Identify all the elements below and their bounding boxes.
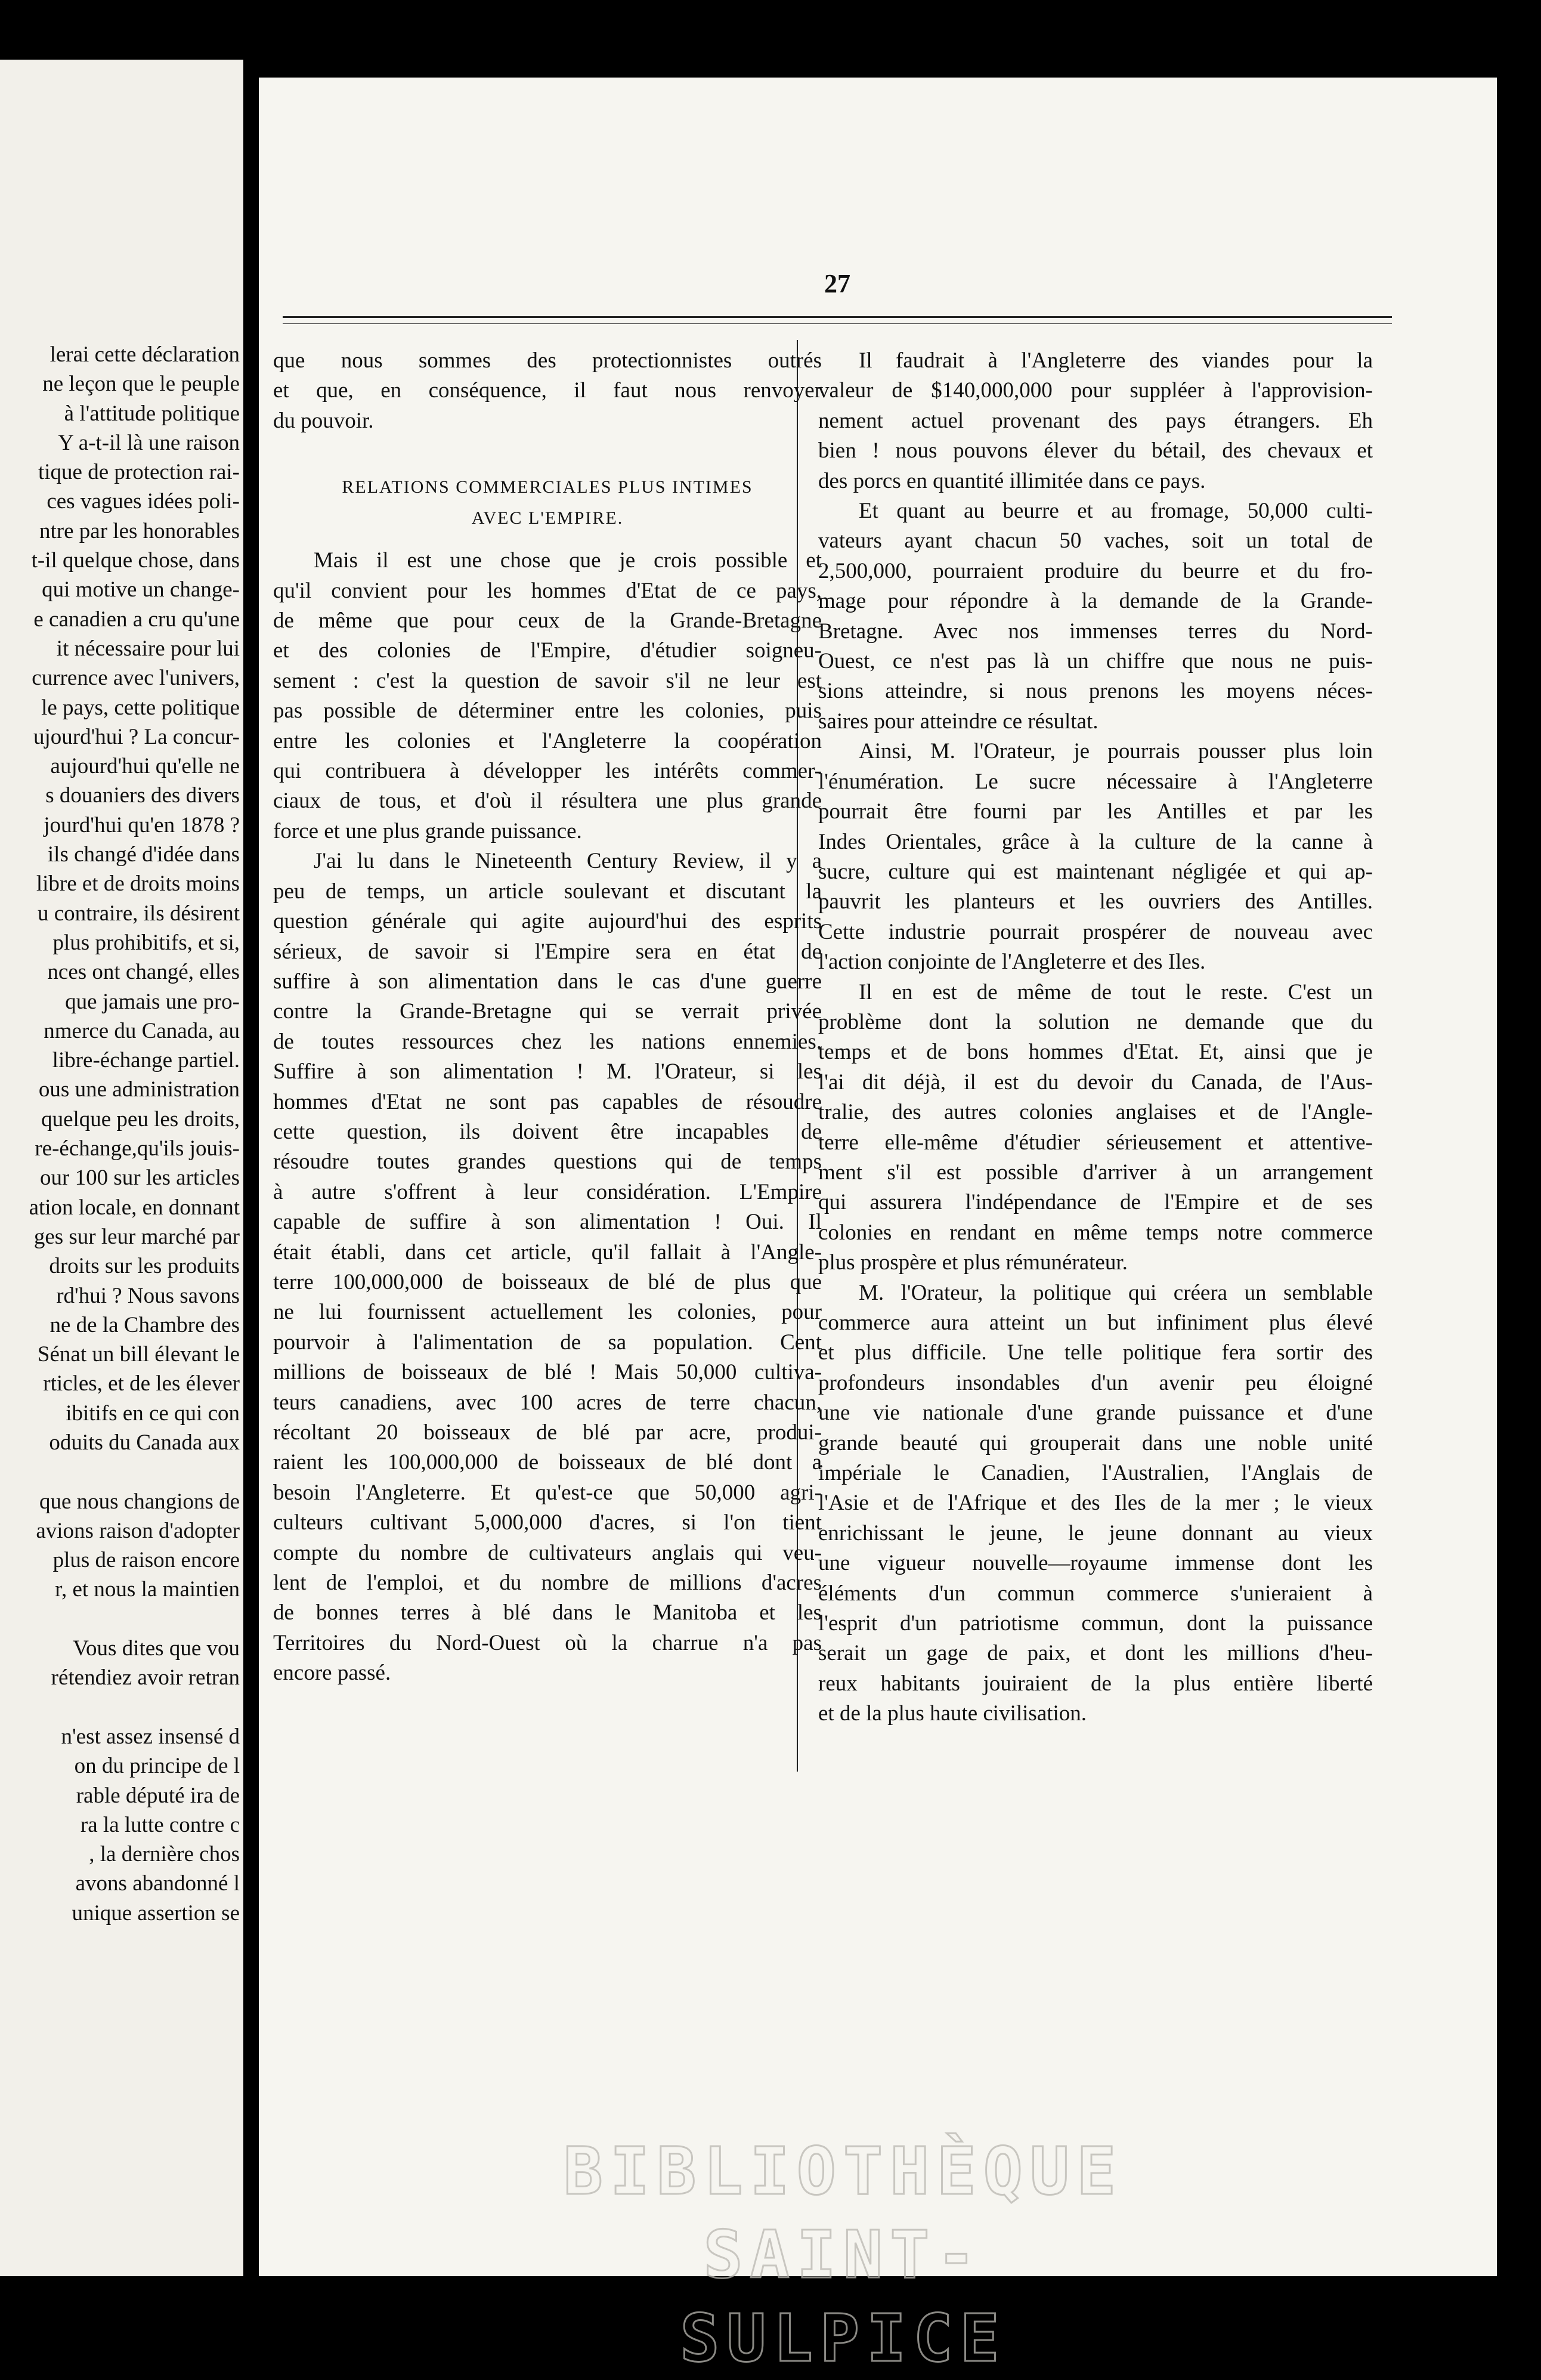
section-heading-line1: RELATIONS COMMERCIALES PLUS INTIMES — [342, 477, 753, 497]
fragment-line: rétendiez avoir retran — [51, 1665, 240, 1690]
document-page — [259, 78, 1497, 2376]
text-line: teurs canadiens, avec 100 acres de terre chacun, — [273, 1390, 822, 1415]
text-line: Indes Orientales, grâce à la culture de la canne à — [818, 829, 1373, 854]
column-right — [818, 346, 1373, 1729]
fragment-line: ils changé d'idée dans — [47, 842, 240, 867]
fragment-line: on du principe de l — [74, 1754, 240, 1779]
text-line: valeur de $140,000,000 pour suppléer à l'approvision- — [818, 378, 1373, 403]
fragment-line: avons abandonné l — [75, 1871, 240, 1896]
fragment-line: à l'attitude politique — [64, 401, 240, 426]
header-rule — [283, 316, 1392, 318]
text-line: colonies en rendant en même temps notre commerce — [818, 1220, 1373, 1245]
fragment-line — [0, 1693, 240, 1722]
text-line: pourrait être fourni par les Antilles et par les — [818, 799, 1373, 824]
text-line: pas possible de déterminer entre les colonies, puis — [273, 698, 822, 724]
column-left — [273, 346, 822, 1689]
text-line: que nous sommes des protectionnistes outrés — [273, 348, 822, 373]
fragment-line: plus prohibitifs, et si, — [52, 930, 240, 955]
fragment-line: que nous changions de — [39, 1489, 240, 1514]
text-line: entre les colonies et l'Angleterre la coopération — [273, 728, 822, 753]
fragment-line: lerai cette déclaration — [49, 342, 240, 367]
text-line: Cette industrie pourrait prospérer de nouveau avec — [818, 919, 1373, 944]
text-line: contre la Grande-Bretagne qui se verrait privée — [273, 999, 822, 1024]
text-line: de même que pour ceux de la Grande-Bretagne — [273, 608, 822, 633]
text-line: et que, en conséquence, il faut nous renvoyer — [273, 378, 822, 403]
stamp-line1: BIBLIOTHÈQUE — [563, 2133, 1124, 2209]
text-line: et des colonies de l'Empire, d'étudier soigneu- — [273, 638, 822, 663]
fragment-line: r, et nous la maintien — [55, 1577, 240, 1602]
paragraph — [273, 846, 822, 1688]
fragment-line: libre et de droits moins — [36, 871, 240, 897]
scan-border-right — [1497, 60, 1541, 2276]
fragment-line: droits sur les produits — [49, 1254, 240, 1279]
fragment-line — [0, 1457, 240, 1486]
text-line: problème dont la solution ne demande que du — [818, 1009, 1373, 1034]
text-line: Suffire à son alimentation ! M. l'Orateur, si les — [273, 1059, 822, 1084]
text-line: de toutes ressources chez les nations ennemies. — [273, 1029, 822, 1054]
fragment-line: nmerce du Canada, au — [44, 1018, 240, 1043]
text-line: ciaux de tous, et d'où il résultera une plus grande — [273, 789, 822, 814]
text-line: ment s'il est possible d'arriver à un arrangement — [818, 1160, 1373, 1185]
text-line: impériale le Canadien, l'Australien, l'Anglais de — [818, 1461, 1373, 1486]
text-line: 2,500,000, pourraient produire du beurre et du fro- — [818, 558, 1373, 583]
text-line: et plus difficile. Une telle politique fera sortir des — [818, 1340, 1373, 1365]
text-line: J'ai lu dans le Nineteenth Century Review, il y a — [314, 849, 822, 874]
text-line: qui assurera l'indépendance de l'Empire et de ses — [818, 1190, 1373, 1215]
fragment-line: ibitifs en ce qui con — [66, 1401, 240, 1426]
text-line: l'Asie et de l'Afrique et des Iles de la mer ; le vieux — [818, 1491, 1373, 1516]
text-line: à autre s'offrent à leur considération. L'Empire — [273, 1179, 822, 1204]
paragraph — [818, 346, 1373, 496]
fragment-line: , la dernière chos — [89, 1842, 240, 1867]
fragment-line: ne de la Chambre des — [49, 1312, 240, 1337]
text-line: sions atteindre, si nous prenons les moyens néces- — [818, 679, 1373, 704]
paragraph — [273, 546, 822, 846]
text-line: récoltant 20 boisseaux de blé par acre, produi- — [273, 1420, 822, 1445]
text-line: enrichissant le jeune, le jeune donnant au vieux — [818, 1520, 1373, 1546]
text-line: Bretagne. Avec nos immenses terres du Nord- — [818, 619, 1373, 644]
fragment-line: s douaniers des divers — [45, 783, 240, 808]
text-line: bien ! nous pouvons élever du bétail, des chevaux et — [818, 438, 1373, 463]
fragment-line: our 100 sur les articles — [40, 1166, 240, 1191]
text-line: millions de boisseaux de blé ! Mais 50,000 cultiva- — [273, 1360, 822, 1385]
paragraph — [818, 1278, 1373, 1729]
scan-border-top — [0, 0, 1541, 60]
text-line: grande beauté qui grouperait dans une noble unité — [818, 1430, 1373, 1455]
text-line: mage pour répondre à la demande de la Grande- — [818, 589, 1373, 614]
text-line: encore passé. — [273, 1661, 391, 1686]
library-perforation-stamp — [545, 2129, 1141, 2380]
text-line: l'esprit d'un patriotisme commun, dont la puissance — [818, 1611, 1373, 1636]
fragment-line: unique assertion se — [72, 1900, 240, 1925]
fragment-line: plus de raison encore — [52, 1548, 240, 1573]
text-line: nement actuel provenant des pays étrangers. Eh — [818, 408, 1373, 433]
text-line: sucre, culture qui est maintenant négligée et qui ap- — [818, 859, 1373, 884]
paragraph — [818, 978, 1373, 1278]
fragment-line: que jamais une pro- — [65, 989, 240, 1014]
text-line: terre 100,000,000 de boisseaux de blé de plus que — [273, 1269, 822, 1294]
text-line: vateurs ayant chacun 50 vaches, soit un total de — [818, 528, 1373, 554]
text-line: du pouvoir. — [273, 408, 374, 433]
fragment-line: avions raison d'adopter — [36, 1518, 240, 1543]
text-line: tralie, des autres colonies anglaises et de l'Angle- — [818, 1100, 1373, 1125]
text-line: l'action conjointe de l'Angleterre et des Iles. — [818, 950, 1206, 975]
text-line: qu'il convient pour les hommes d'Etat de ce pays, — [273, 578, 822, 603]
text-line: hommes d'Etat ne sont pas capables de résoudre — [273, 1089, 822, 1114]
fragment-line: rd'hui ? Nous savons — [56, 1283, 240, 1308]
fragment-line: ation locale, en donnant — [29, 1195, 240, 1220]
text-line: était établi, dans cet article, qu'il fallait à l'Angle- — [273, 1240, 822, 1265]
text-line: sérieux, de savoir si l'Empire sera en état de — [273, 939, 822, 964]
text-line: Il en est de même de tout le reste. C'est un — [859, 979, 1373, 1004]
fragment-line: rticles, et de les élever — [43, 1371, 240, 1396]
text-line: éléments d'un commun commerce s'unieraient à — [818, 1581, 1373, 1606]
text-line: Ainsi, M. l'Orateur, je pourrais pousser plus loin — [859, 739, 1373, 764]
fragment-line: tique de protection rai- — [38, 460, 240, 485]
text-line: profondeurs insondables d'un avenir peu éloigné — [818, 1370, 1373, 1395]
paragraph-intro — [273, 346, 822, 436]
fragment-line: qui motive un change- — [42, 577, 240, 602]
text-line: résoudre toutes grandes questions qui de temps — [273, 1149, 822, 1174]
text-line: Et quant au beurre et au fromage, 50,000 culti- — [859, 499, 1373, 524]
text-line: qui contribuera à développer les intérêts commer- — [273, 759, 822, 784]
fragment-line: ges sur leur marché par — [33, 1224, 240, 1249]
text-line: lent de l'emploi, et du nombre de millions d'acres — [273, 1571, 822, 1596]
fragment-line: t-il quelque chose, dans — [31, 548, 240, 573]
fragment-line: jourd'hui qu'en 1878 ? — [44, 812, 240, 837]
fragment-line: re-échange,qu'ils jouis- — [35, 1136, 240, 1161]
fragment-line: Vous dites que vou — [73, 1636, 240, 1661]
text-line: serait un gage de paix, et dont les millions d'heu- — [818, 1641, 1373, 1666]
fragment-line: oduits du Canada aux — [49, 1430, 240, 1455]
fragment-line — [0, 1605, 240, 1634]
text-line: une vigueur nouvelle—royaume immense dont les — [818, 1551, 1373, 1576]
fragment-line: aujourd'hui qu'elle ne — [50, 754, 240, 779]
fragment-line: le pays, cette politique — [41, 695, 240, 720]
paragraph — [818, 737, 1373, 977]
previous-page-fragment — [0, 60, 243, 2276]
text-line: capable de suffire à son alimentation ! Oui. Il — [273, 1210, 822, 1235]
fragment-line: currence avec l'univers, — [32, 666, 240, 691]
text-line: pourvoir à l'alimentation de sa population. Cent — [273, 1330, 822, 1355]
fragment-line: quelque peu les droits, — [41, 1106, 240, 1132]
text-line: culteurs cultivant 5,000,000 d'acres, si l'on tient — [273, 1510, 822, 1535]
text-line: question générale qui agite aujourd'hui des esprits — [273, 909, 822, 934]
text-line: plus prospère et plus rémunérateur. — [818, 1250, 1128, 1275]
text-line: compte du nombre de cultivateurs anglais qui veu- — [273, 1540, 822, 1565]
fragment-line: ujourd'hui ? La concur- — [33, 724, 240, 749]
page-number: 27 — [824, 269, 850, 298]
fragment-line: Sénat un bill élevant le — [37, 1342, 240, 1367]
text-line: commerce aura atteint un but infiniment plus élevé — [818, 1310, 1373, 1335]
text-line: et de la plus haute civilisation. — [818, 1701, 1087, 1726]
text-line: Il faudrait à l'Angleterre des viandes pour la — [859, 348, 1373, 373]
fragment-line: libre-échange partiel. — [52, 1048, 240, 1073]
text-line: l'énumération. Le sucre nécessaire à l'Angleterre — [818, 769, 1373, 794]
fragment-line: u contraire, ils désirent — [37, 901, 240, 926]
fragment-line: ces vagues idées poli- — [47, 489, 240, 514]
text-line: de bonnes terres à blé dans le Manitoba et les — [273, 1600, 822, 1625]
fragment-line: nces ont changé, elles — [47, 960, 240, 985]
text-line: terre elle-même d'étudier sérieusement et attentive- — [818, 1130, 1373, 1155]
header-rule-thin — [283, 323, 1392, 324]
fragment-line: ra la lutte contre c — [80, 1812, 240, 1837]
fragment-line: it nécessaire pour lui — [56, 636, 240, 661]
text-line: pauvrit les planteurs et les ouvriers des Antilles. — [818, 889, 1373, 914]
paragraph — [818, 496, 1373, 737]
fragment-line: ne leçon que le peuple — [42, 372, 240, 397]
section-heading — [273, 472, 822, 534]
text-line: ne lui fournissent actuellement les colonies, pour — [273, 1300, 822, 1325]
section-heading-line2: AVEC L'EMPIRE. — [471, 508, 624, 528]
fragment-line: Y a-t-il là une raison — [58, 430, 240, 455]
text-line: Ouest, ce n'est pas là un chiffre que nous ne puis- — [818, 649, 1373, 674]
stamp-line2: SAINT-SULPICE — [680, 2217, 1007, 2376]
text-line: sement : c'est la question de savoir s'il ne leur est — [273, 668, 822, 693]
text-line: peu de temps, un article soulevant et discutant la — [273, 879, 822, 904]
text-line: l'ai dit déjà, il est du devoir du Canada, de l'Aus- — [818, 1070, 1373, 1095]
text-line: Territoires du Nord-Ouest où la charrue n'a pas — [273, 1630, 822, 1655]
text-line: une vie nationale d'une grande puissance et d'une — [818, 1401, 1373, 1426]
fragment-line: n'est assez insensé d — [61, 1724, 240, 1749]
text-line: M. l'Orateur, la politique qui créera un semblable — [859, 1280, 1373, 1305]
fragment-line: e canadien a cru qu'une — [33, 607, 240, 632]
text-line: temps et de bons hommes d'Etat. Et, ainsi que je — [818, 1040, 1373, 1065]
text-line: force et une plus grande puissance. — [273, 818, 582, 843]
fragment-line: ntre par les honorables — [39, 518, 240, 543]
fragment-line: rable député ira de — [76, 1783, 240, 1808]
text-line: suffire à son alimentation dans le cas d'une guerre — [273, 969, 822, 994]
book-spine — [243, 48, 259, 2276]
fragment-line: ous une administration — [38, 1077, 240, 1102]
text-line: cette question, ils doivent être incapables de — [273, 1119, 822, 1144]
text-line: reux habitants jouiraient de la plus entière liberté — [818, 1671, 1373, 1696]
previous-page-text — [0, 340, 240, 1928]
text-line: saires pour atteindre ce résultat. — [818, 709, 1098, 734]
text-line: Mais il est une chose que je crois possible et — [314, 548, 822, 573]
text-line: des porcs en quantité illimitée dans ce pays. — [818, 468, 1206, 493]
text-line: besoin l'Angleterre. Et qu'est-ce que 50,000 agri- — [273, 1480, 822, 1505]
text-line: raient les 100,000,000 de boisseaux de blé dont a — [273, 1450, 822, 1475]
